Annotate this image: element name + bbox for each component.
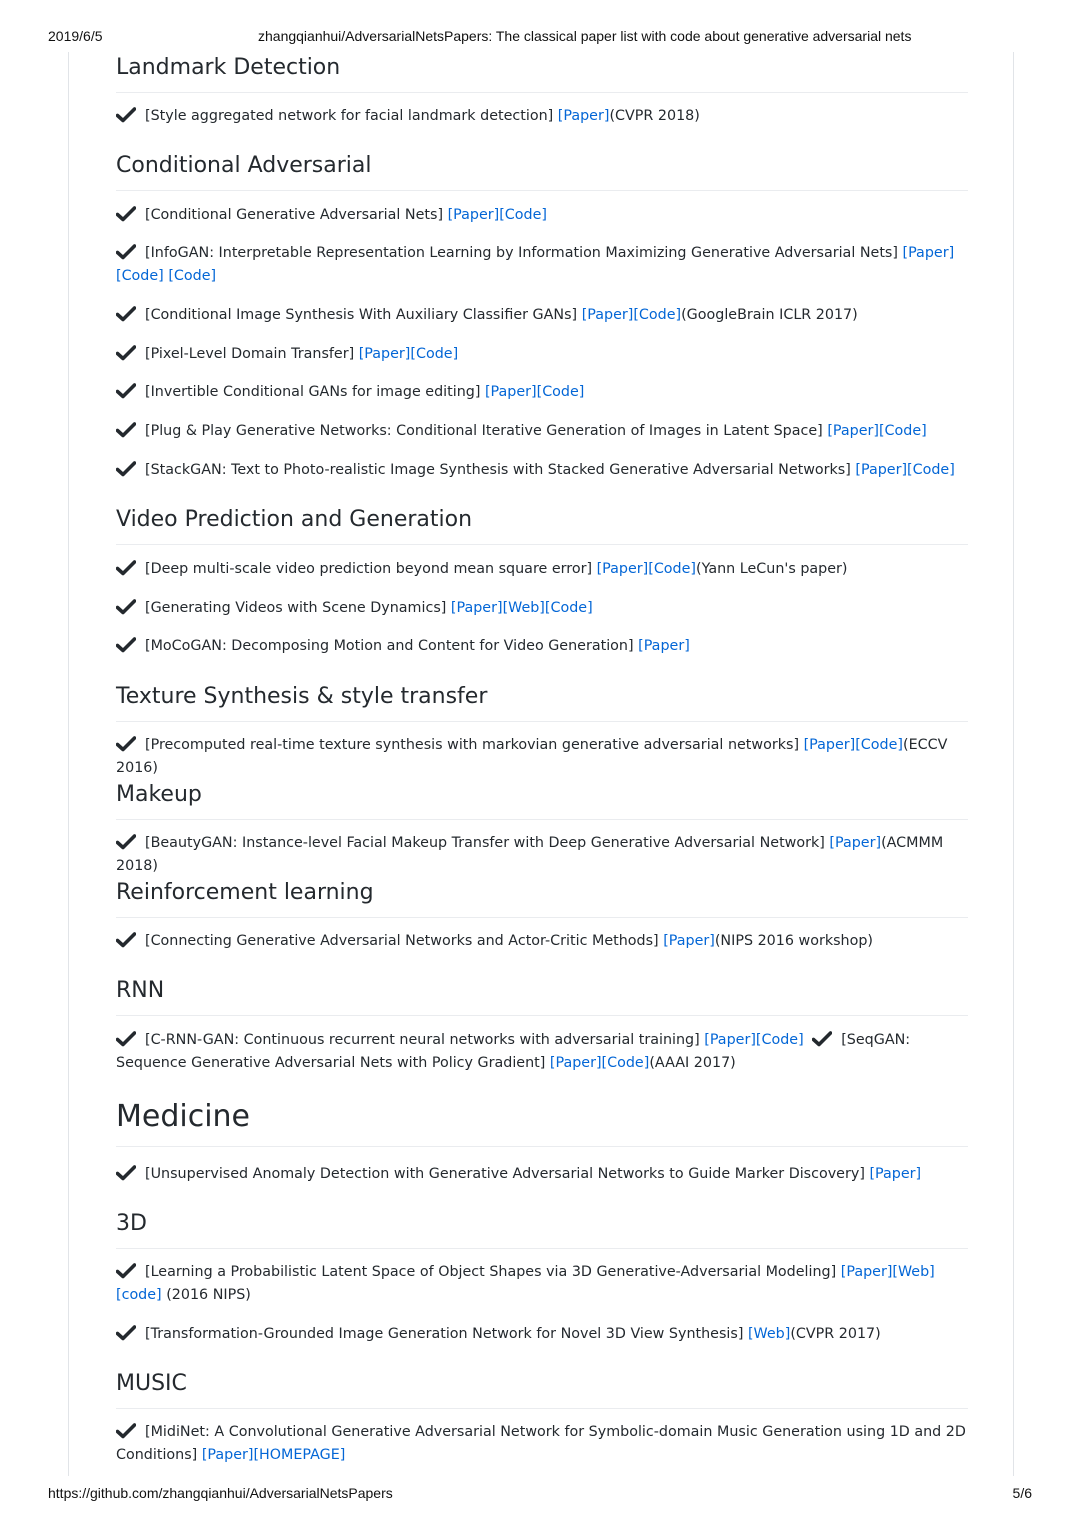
paper-link[interactable]: [Paper] <box>663 933 715 949</box>
paper-title: [BeautyGAN: Instance-level Facial Makeup Transfer with Deep Generative Adversarial Network] <box>145 835 825 851</box>
list-item <box>116 930 968 953</box>
list-item <box>116 1421 968 1467</box>
list-item <box>116 597 968 620</box>
code-link[interactable]: [Code] <box>855 737 903 753</box>
heading-video-prediction: Video Prediction and Generation <box>116 506 968 545</box>
paper-title: [Transformation-Grounded Image Generation Network for Novel 3D View Synthesis] <box>145 1326 744 1342</box>
code-link[interactable]: [Code] <box>168 268 217 284</box>
paper-link[interactable]: [Paper] <box>201 1447 254 1463</box>
paper-title: [InfoGAN: Interpretable Representation Learning by Information Maximizing Generative Adversarial Nets] <box>145 245 898 261</box>
checkmark-icon <box>812 1031 832 1047</box>
heading-conditional-adversarial: Conditional Adversarial <box>116 152 968 191</box>
venue-note: (NIPS 2016 workshop) <box>714 933 874 949</box>
web-link[interactable]: [Web] <box>502 600 545 616</box>
checkmark-icon <box>116 461 136 477</box>
readme-border-right <box>1013 52 1014 1476</box>
venue-note: (ACMMM 2018) <box>116 835 944 874</box>
list-item <box>116 1029 968 1075</box>
paper-link[interactable]: [Paper] <box>827 423 879 439</box>
paper-link[interactable]: [Paper] <box>358 346 411 362</box>
code-link[interactable]: [Code] <box>907 462 955 478</box>
list-item <box>116 459 968 482</box>
paper-link[interactable]: [Paper] <box>855 462 908 478</box>
code-link[interactable]: [Code] <box>116 268 164 284</box>
paper-link[interactable]: [Paper] <box>450 600 503 616</box>
code-link[interactable]: [Code] <box>648 561 697 577</box>
list-item <box>116 343 968 366</box>
paper-link[interactable]: [Paper] <box>638 638 690 654</box>
venue-note: (CVPR 2017) <box>790 1326 881 1342</box>
checkmark-icon <box>116 637 136 653</box>
checkmark-icon <box>116 1325 136 1341</box>
paper-link[interactable]: [Paper] <box>704 1032 756 1048</box>
heading-rnn: RNN <box>116 977 968 1016</box>
heading-music: MUSIC <box>116 1370 968 1409</box>
code-link[interactable]: [code] <box>116 1287 162 1303</box>
checkmark-icon <box>116 560 136 576</box>
paper-title: [MoCoGAN: Decomposing Motion and Content for Video Generation] <box>145 638 634 654</box>
print-title: zhangqianhui/AdversarialNetsPapers: The classical paper list with code about generative adversarial nets <box>258 28 912 44</box>
checkmark-icon <box>116 345 136 361</box>
checkmark-icon <box>116 244 136 260</box>
venue-note: (GoogleBrain ICLR 2017) <box>681 307 858 323</box>
paper-title: [Plug & Play Generative Networks: Conditional Iterative Generation of Images in Latent Space] <box>145 423 823 439</box>
paper-link[interactable]: [Paper] <box>902 245 955 261</box>
paper-title: [Precomputed real-time texture synthesis with markovian generative adversarial networks] <box>145 737 800 753</box>
paper-title: [Connecting Generative Adversarial Networks and Actor-Critic Methods] <box>145 933 659 949</box>
heading-makeup: Makeup <box>116 781 968 820</box>
web-link[interactable]: [Web] <box>747 1326 791 1342</box>
heading-3d: 3D <box>116 1210 968 1249</box>
list-item <box>116 734 968 780</box>
paper-link[interactable]: [Paper] <box>484 384 537 400</box>
code-link[interactable]: [Code] <box>544 600 593 616</box>
code-link[interactable]: [Code] <box>633 307 682 323</box>
paper-link[interactable]: [Paper] <box>829 835 882 851</box>
list-item <box>116 558 968 581</box>
list-item <box>116 381 968 404</box>
paper-title: [StackGAN: Text to Photo-realistic Image Synthesis with Stacked Generative Adversarial Networks] <box>145 462 851 478</box>
page-number: 5/6 <box>1012 1485 1032 1501</box>
paper-link[interactable]: [Paper] <box>803 737 856 753</box>
paper-link[interactable]: [Paper] <box>549 1055 602 1071</box>
checkmark-icon <box>116 306 136 322</box>
paper-title: [Pixel-Level Domain Transfer] <box>145 346 355 362</box>
homepage-link[interactable]: [HOMEPAGE] <box>253 1447 346 1463</box>
heading-reinforcement-learning: Reinforcement learning <box>116 879 968 918</box>
code-link[interactable]: [Code] <box>755 1032 804 1048</box>
checkmark-icon <box>116 932 136 948</box>
checkmark-icon <box>116 422 136 438</box>
paper-title: [SeqGAN: Sequence Generative Adversarial Nets with Policy Gradient] <box>116 1032 911 1071</box>
checkmark-icon <box>116 1423 136 1439</box>
paper-title: [Learning a Probabilistic Latent Space of Object Shapes via 3D Generative-Adversarial Modeling] <box>145 1264 837 1280</box>
paper-title: [C-RNN-GAN: Continuous recurrent neural networks with adversarial training] <box>145 1032 700 1048</box>
venue-note: (2016 NIPS) <box>166 1287 251 1303</box>
list-item <box>116 635 968 658</box>
list-item <box>116 204 968 227</box>
paper-title: [Generating Videos with Scene Dynamics] <box>145 600 447 616</box>
venue-note: (AAAI 2017) <box>649 1055 736 1071</box>
paper-link[interactable]: [Paper] <box>596 561 649 577</box>
code-link[interactable]: [Code] <box>878 423 927 439</box>
checkmark-icon <box>116 1165 136 1181</box>
paper-title: [MidiNet: A Convolutional Generative Adversarial Network for Symbolic-domain Music Generation using 1D and 2D Conditions] <box>116 1424 966 1463</box>
checkmark-icon <box>116 383 136 399</box>
readme-border-left <box>68 52 69 1476</box>
paper-link[interactable]: [Paper] <box>447 207 500 223</box>
code-link[interactable]: [Code] <box>536 384 585 400</box>
paper-title: [Deep multi-scale video prediction beyond mean square error] <box>145 561 593 577</box>
paper-title: [Unsupervised Anomaly Detection with Generative Adversarial Networks to Guide Marker Discovery] <box>145 1166 865 1182</box>
paper-link[interactable]: [Paper] <box>581 307 634 323</box>
paper-title: [Style aggregated network for facial landmark detection] <box>145 108 554 124</box>
paper-link[interactable]: [Paper] <box>869 1166 922 1182</box>
print-header <box>0 26 1080 46</box>
checkmark-icon <box>116 1263 136 1279</box>
checkmark-icon <box>116 736 136 752</box>
venue-note: (CVPR 2018) <box>609 108 700 124</box>
code-link[interactable]: [Code] <box>499 207 547 223</box>
print-footer <box>0 1483 1080 1503</box>
checkmark-icon <box>116 107 136 123</box>
list-item <box>116 1261 968 1307</box>
heading-texture-synthesis: Texture Synthesis & style transfer <box>116 683 968 722</box>
list-item <box>116 1323 968 1346</box>
code-link[interactable]: [Code] <box>601 1055 650 1071</box>
print-url: https://github.com/zhangqianhui/AdversarialNetsPapers <box>48 1485 393 1501</box>
list-item <box>116 105 968 128</box>
checkmark-icon <box>116 599 136 615</box>
print-date: 2019/6/5 <box>48 28 103 44</box>
venue-note: (Yann LeCun's paper) <box>696 561 848 577</box>
checkmark-icon <box>116 1031 136 1047</box>
paper-title: [Conditional Image Synthesis With Auxiliary Classifier GANs] <box>145 307 578 323</box>
heading-medicine: Medicine <box>116 1098 968 1147</box>
web-link[interactable]: [Web] <box>892 1264 935 1280</box>
list-item <box>116 1163 968 1186</box>
list-item <box>116 832 968 878</box>
list-item <box>116 304 968 327</box>
paper-link[interactable]: [Paper] <box>840 1264 893 1280</box>
checkmark-icon <box>116 834 136 850</box>
checkmark-icon <box>116 206 136 222</box>
paper-title: [Conditional Generative Adversarial Nets] <box>145 207 444 223</box>
code-link[interactable]: [Code] <box>410 346 459 362</box>
venue-note: (ECCV 2016) <box>116 737 948 776</box>
paper-title: [Invertible Conditional GANs for image editing] <box>145 384 481 400</box>
heading-landmark-detection: Landmark Detection <box>116 54 968 93</box>
list-item <box>116 420 968 443</box>
list-item <box>116 242 968 288</box>
paper-link[interactable]: [Paper] <box>557 108 610 124</box>
